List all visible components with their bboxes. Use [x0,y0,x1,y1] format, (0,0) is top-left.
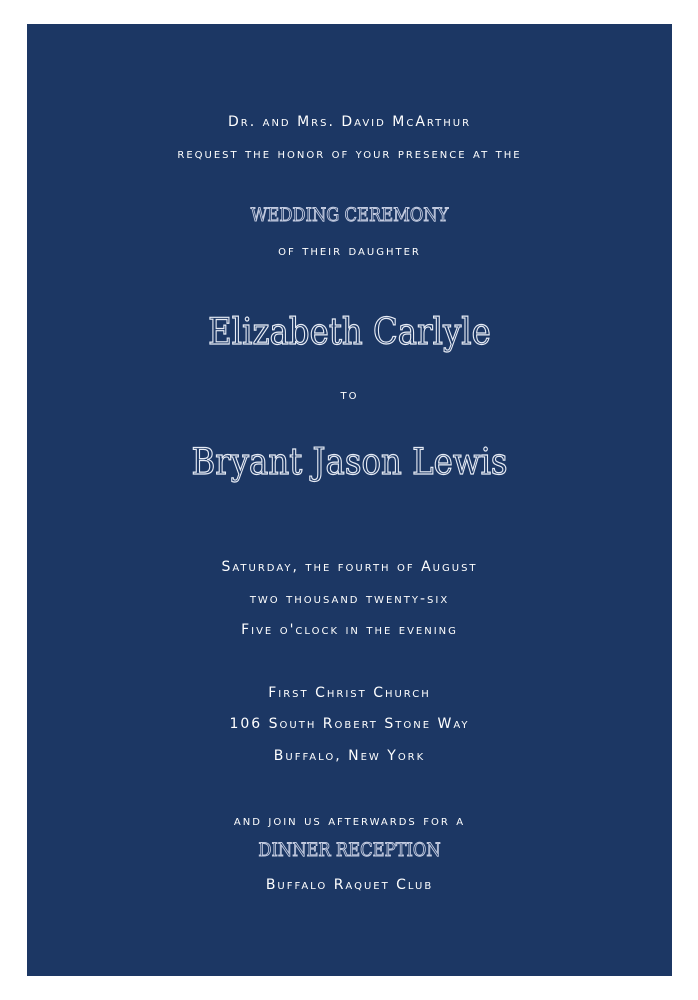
connector-line: to [340,387,359,403]
address-line: 106 South Robert Stone Way [229,716,470,732]
groom-name: Bryant Jason Lewis [191,442,508,483]
date-line: Saturday, the fourth of August [221,559,478,575]
reception-venue-line: Buffalo Raquet Club [265,877,434,893]
hosts-line: Dr. and Mrs. David McArthur [227,114,472,130]
time-line: Five o'clock in the evening [241,622,458,638]
reception-intro-line: and join us afterwards for a [233,813,466,829]
invitation-card [27,24,672,976]
year-line: two thousand twenty-six [249,591,450,607]
bride-name: Elizabeth Carlyle [208,312,491,353]
venue-line: First Christ Church [268,685,431,701]
relation-line: of their daughter [278,243,421,259]
city-line: Buffalo, New York [273,748,426,764]
request-line: request the honor of your presence at the [177,146,522,162]
reception-title: DINNER RECEPTION [258,839,441,861]
event-title: WEDDING CEREMONY [250,204,449,226]
